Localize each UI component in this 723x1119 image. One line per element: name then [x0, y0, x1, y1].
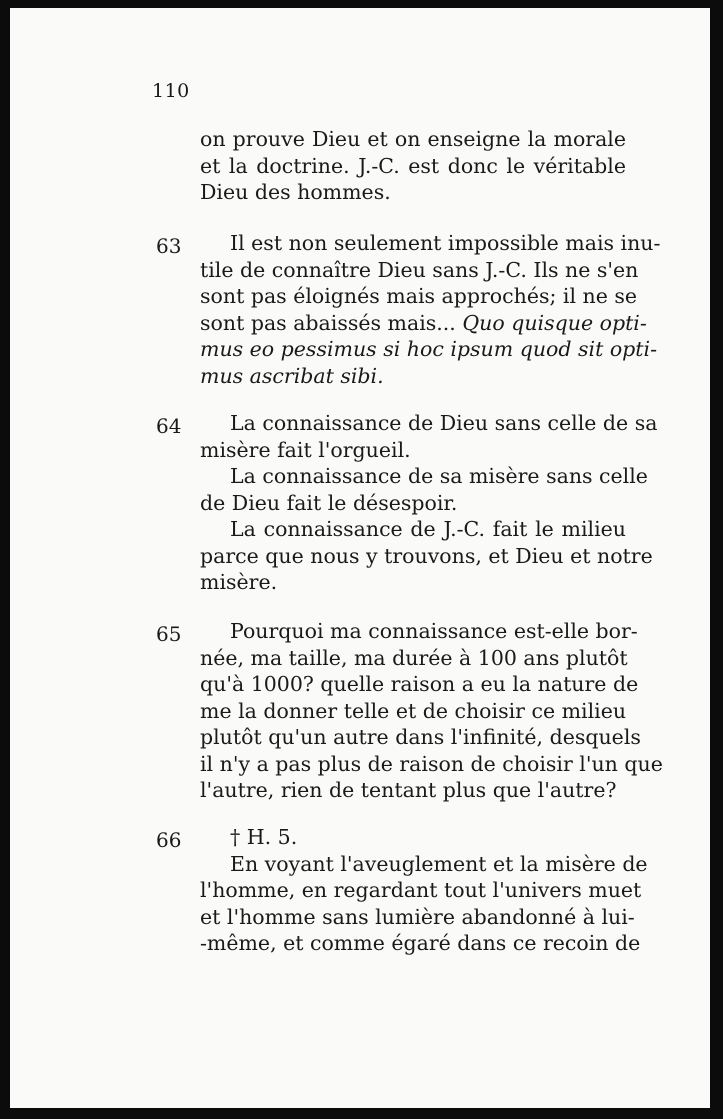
text-line: -même, et comme égaré dans ce recoin de	[200, 931, 641, 955]
text-line: qu'à 1000? quelle raison a eu la nature de	[200, 672, 639, 696]
fragment-number-65: 65	[156, 622, 182, 646]
text-line: l'homme, en regardant tout l'univers muet	[200, 878, 642, 902]
text-line: La connaissance de Dieu sans celle de sa	[230, 411, 658, 435]
text-line: née, ma taille, ma durée à 100 ans plutôt	[200, 645, 628, 670]
latin-quote-start: Quo quisque opti-	[462, 310, 647, 335]
fragment-number-63: 63	[156, 234, 182, 258]
fragment-64	[200, 410, 658, 596]
section-marker: † H. 5.	[230, 825, 298, 849]
fragment-63	[200, 230, 661, 389]
latin-quote-line: mus eo pessimus si hoc ipsum quod sit opti-	[200, 337, 658, 361]
book-page	[10, 8, 710, 1108]
text-line: Pourquoi ma connaissance est-elle bor-	[230, 619, 638, 643]
text-line: misère fait l'orgueil.	[200, 437, 411, 462]
fragment-number-66: 66	[156, 828, 182, 852]
fragment-continuation	[200, 126, 626, 206]
text-line: l'autre, rien de tentant plus que l'autre?	[200, 778, 617, 802]
text-line: et la doctrine. J.-C. est donc le véritable	[200, 153, 626, 178]
text-line: me la donner telle et de choisir ce milieu	[200, 698, 627, 723]
text-line: et l'homme sans lumière abandonné à lui-	[200, 904, 635, 929]
text-line: sont pas éloignés mais approchés; il ne se	[200, 284, 638, 308]
text-line: plutôt qu'un autre dans l'infinité, desquels	[200, 725, 641, 749]
text-line: Dieu des hommes.	[200, 180, 391, 204]
text-line: il n'y a pas plus de raison de choisir l'un que	[200, 751, 663, 776]
text-line-mixed	[200, 310, 647, 337]
text-line: La connaissance de J.-C. fait le milieu	[230, 517, 626, 541]
fragment-66	[200, 824, 648, 957]
text-line: La connaissance de sa misère sans celle	[230, 464, 648, 488]
text-segment: sont pas abaissés mais...	[200, 310, 456, 335]
text-line: Il est non seulement impossible mais inu-	[230, 231, 661, 255]
text-line: parce que nous y trouvons, et Dieu et notre	[200, 543, 653, 568]
latin-quote-line: mus ascribat sibi.	[200, 363, 384, 388]
text-line: on prouve Dieu et on enseigne la morale	[200, 127, 626, 151]
page-number: 110	[152, 80, 190, 102]
text-line: En voyant l'aveuglement et la misère de	[230, 851, 648, 876]
text-line: de Dieu fait le désespoir.	[200, 490, 458, 515]
fragment-65	[200, 618, 663, 804]
fragment-number-64: 64	[156, 414, 182, 438]
text-line: tile de connaître Dieu sans J.-C. Ils ne s'en	[200, 257, 639, 282]
text-line: misère.	[200, 570, 278, 594]
